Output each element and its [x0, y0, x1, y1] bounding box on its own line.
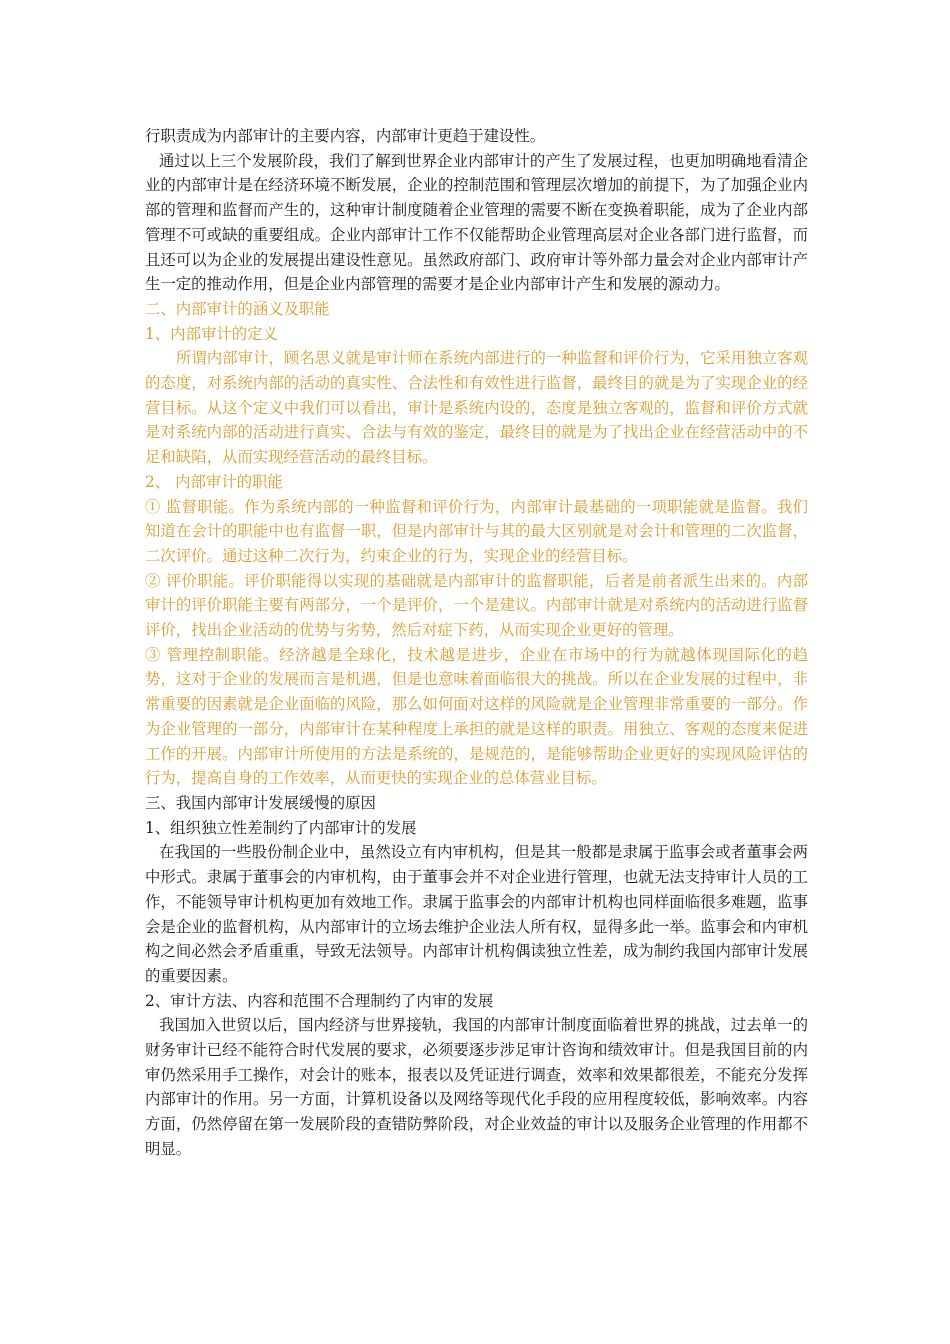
section-2-1-heading: 1、内部审计的定义 — [145, 324, 278, 343]
section-3-heading: 三、我国内部审计发展缓慢的原因 — [145, 793, 376, 812]
paragraph-summary: 通过以上三个发展阶段，我们了解到世界企业内部审计的产生了发展过程，也更加明确地看清企业的内部审计是在经济环境不断发展，企业的控制范围和管理层次增加的前提下，为了加强企业内部的管理和监督而产生的，这种审计制度随着企业管理的需要不断在变换着职能，成为了企业内部管理不可或缺的重要组成。企业内部审计工作不仅能帮助企业管理高层对企业各部门进行监督，而且还可以为企业的发展提出建设性意见。虽然政府部门、政府审计等外部力量会对企业内部审计产生一定的推动作用，但是企业内部管理的需要才是企业内部审计产生和发展的源动力。 — [145, 151, 808, 294]
section-3-1-body: 在我国的一些股份制企业中，虽然设立有内审机构，但是其一般都是隶属于监事会或者董事会两中形式。隶属于董事会的内审机构，由于董事会并不对企业进行管理，也就无法支持审计人员的工作，不能领导审计机构更加有效地工作。隶属于监事会的内部审计机构也同样面临很多难题，监事会是企业的监督机构，从内部审计的立场去维护企业法人所有权，显得多此一举。监事会和内审机构之间必然会矛盾重重，导致无法领导。内部审计机构偶读独立性差，成为制约我国内部审计发展的重要因素。 — [145, 843, 808, 985]
section-2-heading: 二、内部审计的涵义及职能 — [145, 299, 330, 318]
section-3-2-body: 我国加入世贸以后，国内经济与世界接轨，我国的内部审计制度面临着世界的挑战，过去单一的财务审计已经不能符合时代发展的要求，必须要逐步涉足审计咨询和绩效审计。但是我国目前的内审仍然采用手工操作，对会计的账本，报表以及凭证进行调查，效率和效果都很差，不能充分发挥内部审计的作用。另一方面，计算机设备以及网络等现代化手段的应用程度较低，影响效率。内容方面，仍然停留在第一发展阶段的查错防弊阶段，对企业效益的审计以及服务企业管理的作用都不明显。 — [145, 1016, 808, 1158]
paragraph-intro-tail: 行职责成为内部审计的主要内容，内部审计更趋于建设性。 — [145, 127, 546, 145]
function-management-control: ③ 管理控制职能。经济越是全球化，技术越是进步，企业在市场中的行为就越体现国际化的趋势，这对于企业的发展而言是机遇，但是也意味着面临很大的挑战。所以在企业发展的过程中，非常重要的因素就是企业面临的风险，那么如何面对这样的风险就是企业管理非常重要的一部分。作为企业管理的一部分，内部审计在某种程度上承担的就是这样的职责。用独立、客观的态度来促进工作的开展。内部审计所使用的方法是系统的，是规范的，是能够帮助企业更好的实现风险评估的行为，提高自身的工作效率，从而更快的实现企业的总体营业目标。 — [145, 645, 808, 788]
section-3-1-heading: 1、组织独立性差制约了内部审计的发展 — [145, 818, 417, 837]
function-supervision: ① 监督职能。作为系统内部的一种监督和评价行为，内部审计最基础的一项职能就是监督。我们知道在会计的职能中也有监督一职，但是内部审计与其的最大区别就是对会计和管理的二次监督，二次评价。通过这种二次行为，约束企业的行为，实现企业的经营目标。 — [145, 497, 808, 565]
section-3-2-heading: 2、审计方法、内容和范围不合理制约了内审的发展 — [145, 991, 494, 1010]
function-evaluation: ② 评价职能。评价职能得以实现的基础就是内部审计的监督职能，后者是前者派生出来的。内部审计的评价职能主要有两部分，一个是评价，一个是建议。内部审计就是对系统内的活动进行监督评价，找出企业活动的优势与劣势，然后对症下药，从而实现企业更好的管理。 — [145, 571, 808, 640]
document-page — [145, 124, 808, 1162]
section-2-2-heading: 2、 内部审计的职能 — [145, 472, 283, 491]
section-2-1-body: 所谓内部审计，顾名思义就是审计师在系统内部进行的一种监督和评价行为，它采用独立客观的态度，对系统内部的活动的真实性、合法性和有效性进行监督，最终目的就是为了实现企业的经营目标。从这个定义中我们可以看出，审计是系统内设的，态度是独立客观的，监督和评价方式就是对系统内部的活动进行真实、合法与有效的鉴定，最终目的就是为了找出企业在经营活动中的不足和缺陷，从而实现经营活动的最终目标。 — [145, 349, 808, 467]
